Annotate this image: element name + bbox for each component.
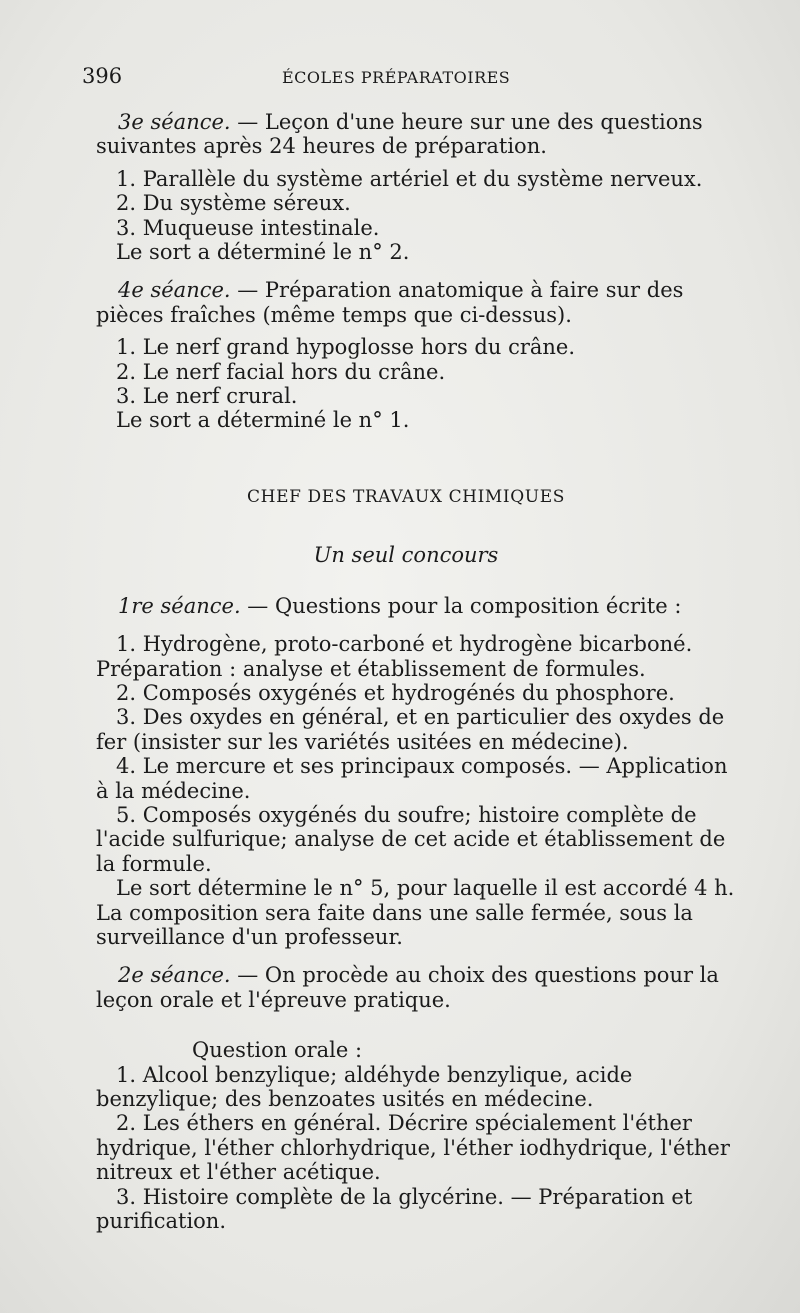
seance3-result: Le sort a déterminé le n° 2. — [116, 240, 410, 265]
seance2-paragraph — [96, 963, 736, 1012]
seance3-item-3: 3. Muqueuse intestinale. — [116, 215, 380, 240]
seance1-item-4: 4. Le mercure et ses principaux composés. — Application à la médecine. — [96, 754, 728, 803]
section-title: CHEF DES TRAVAUX CHIMIQUES — [247, 486, 565, 507]
oral-question-title: Question orale : — [192, 1038, 363, 1063]
seance3-item-1: 1. Parallèle du système artériel et du système nerveux. — [116, 166, 703, 191]
seance3-paragraph — [96, 110, 736, 159]
page-content — [96, 110, 736, 1233]
running-head: ÉCOLES PRÉPARATOIRES — [282, 68, 511, 87]
seance4-item-1: 1. Le nerf grand hypoglosse hors du crâne. — [116, 335, 576, 360]
seance4-item-2: 2. Le nerf facial hors du crâne. — [116, 359, 446, 384]
seance1-label: 1re séance. — [118, 593, 241, 618]
seance3-item-2: 2. Du système séreux. — [116, 191, 351, 216]
seance1-item-2: 2. Composés oxygénés et hydrogénés du phosphore. — [116, 680, 675, 705]
seance4-text: — Préparation anatomique à faire sur des pièces fraîches (même temps que ci-dessus). — [96, 278, 684, 327]
seance3-text: — Leçon d'une heure sur une des questions suivantes après 24 heures de préparation. — [96, 110, 703, 159]
seance2-text: — On procède au choix des questions pour la leçon orale et l'épreuve pratique. — [96, 963, 719, 1012]
seance2-item-3: 3. Histoire complète de la glycérine. — Préparation et purification. — [96, 1184, 693, 1234]
seance3-label: 3e séance. — [118, 110, 231, 134]
seance4-paragraph — [96, 278, 736, 327]
seance4-item-3: 3. Le nerf crural. — [116, 384, 298, 409]
page-header — [82, 64, 762, 94]
seance1-paragraph — [96, 594, 736, 618]
seance4-result: Le sort a déterminé le n° 1. — [116, 408, 410, 433]
seance2-item-2: 2. Les éthers en général. Décrire spécialement l'éther hydrique, l'éther chlorhydrique, l'éther iodhydrique, l'éther nitreux et l'éther acétique. — [96, 1111, 730, 1185]
page-number: 396 — [82, 64, 123, 88]
seance1-item-1: 1. Hydrogène, proto-carboné et hydrogène bicarboné. Préparation : analyse et établissement de formules. — [96, 632, 693, 681]
seance1-text: — Questions pour la composition écrite : — [240, 593, 682, 618]
seance2-item-1: 1. Alcool benzylique; aldéhyde benzylique, acide benzylique; des benzoates usités en médecine. — [96, 1062, 633, 1111]
seance2-label: 2e séance. — [118, 963, 231, 988]
seance1-item-5: 5. Composés oxygénés du soufre; histoire complète de l'acide sulfurique; analyse de cet acide et établissement de la formule. — [96, 802, 726, 876]
section-subtitle: Un seul concours — [313, 543, 499, 568]
seance1-result: Le sort détermine le n° 5, pour laquelle il est accordé 4 h. La composition sera faite dans une salle fermée, sous la surveillance d'un professeur. — [96, 876, 735, 949]
seance4-label: 4e séance. — [118, 278, 231, 303]
seance1-item-3: 3. Des oxydes en général, et en particulier des oxydes de fer (insister sur les variétés usitées en médecine). — [96, 705, 725, 754]
